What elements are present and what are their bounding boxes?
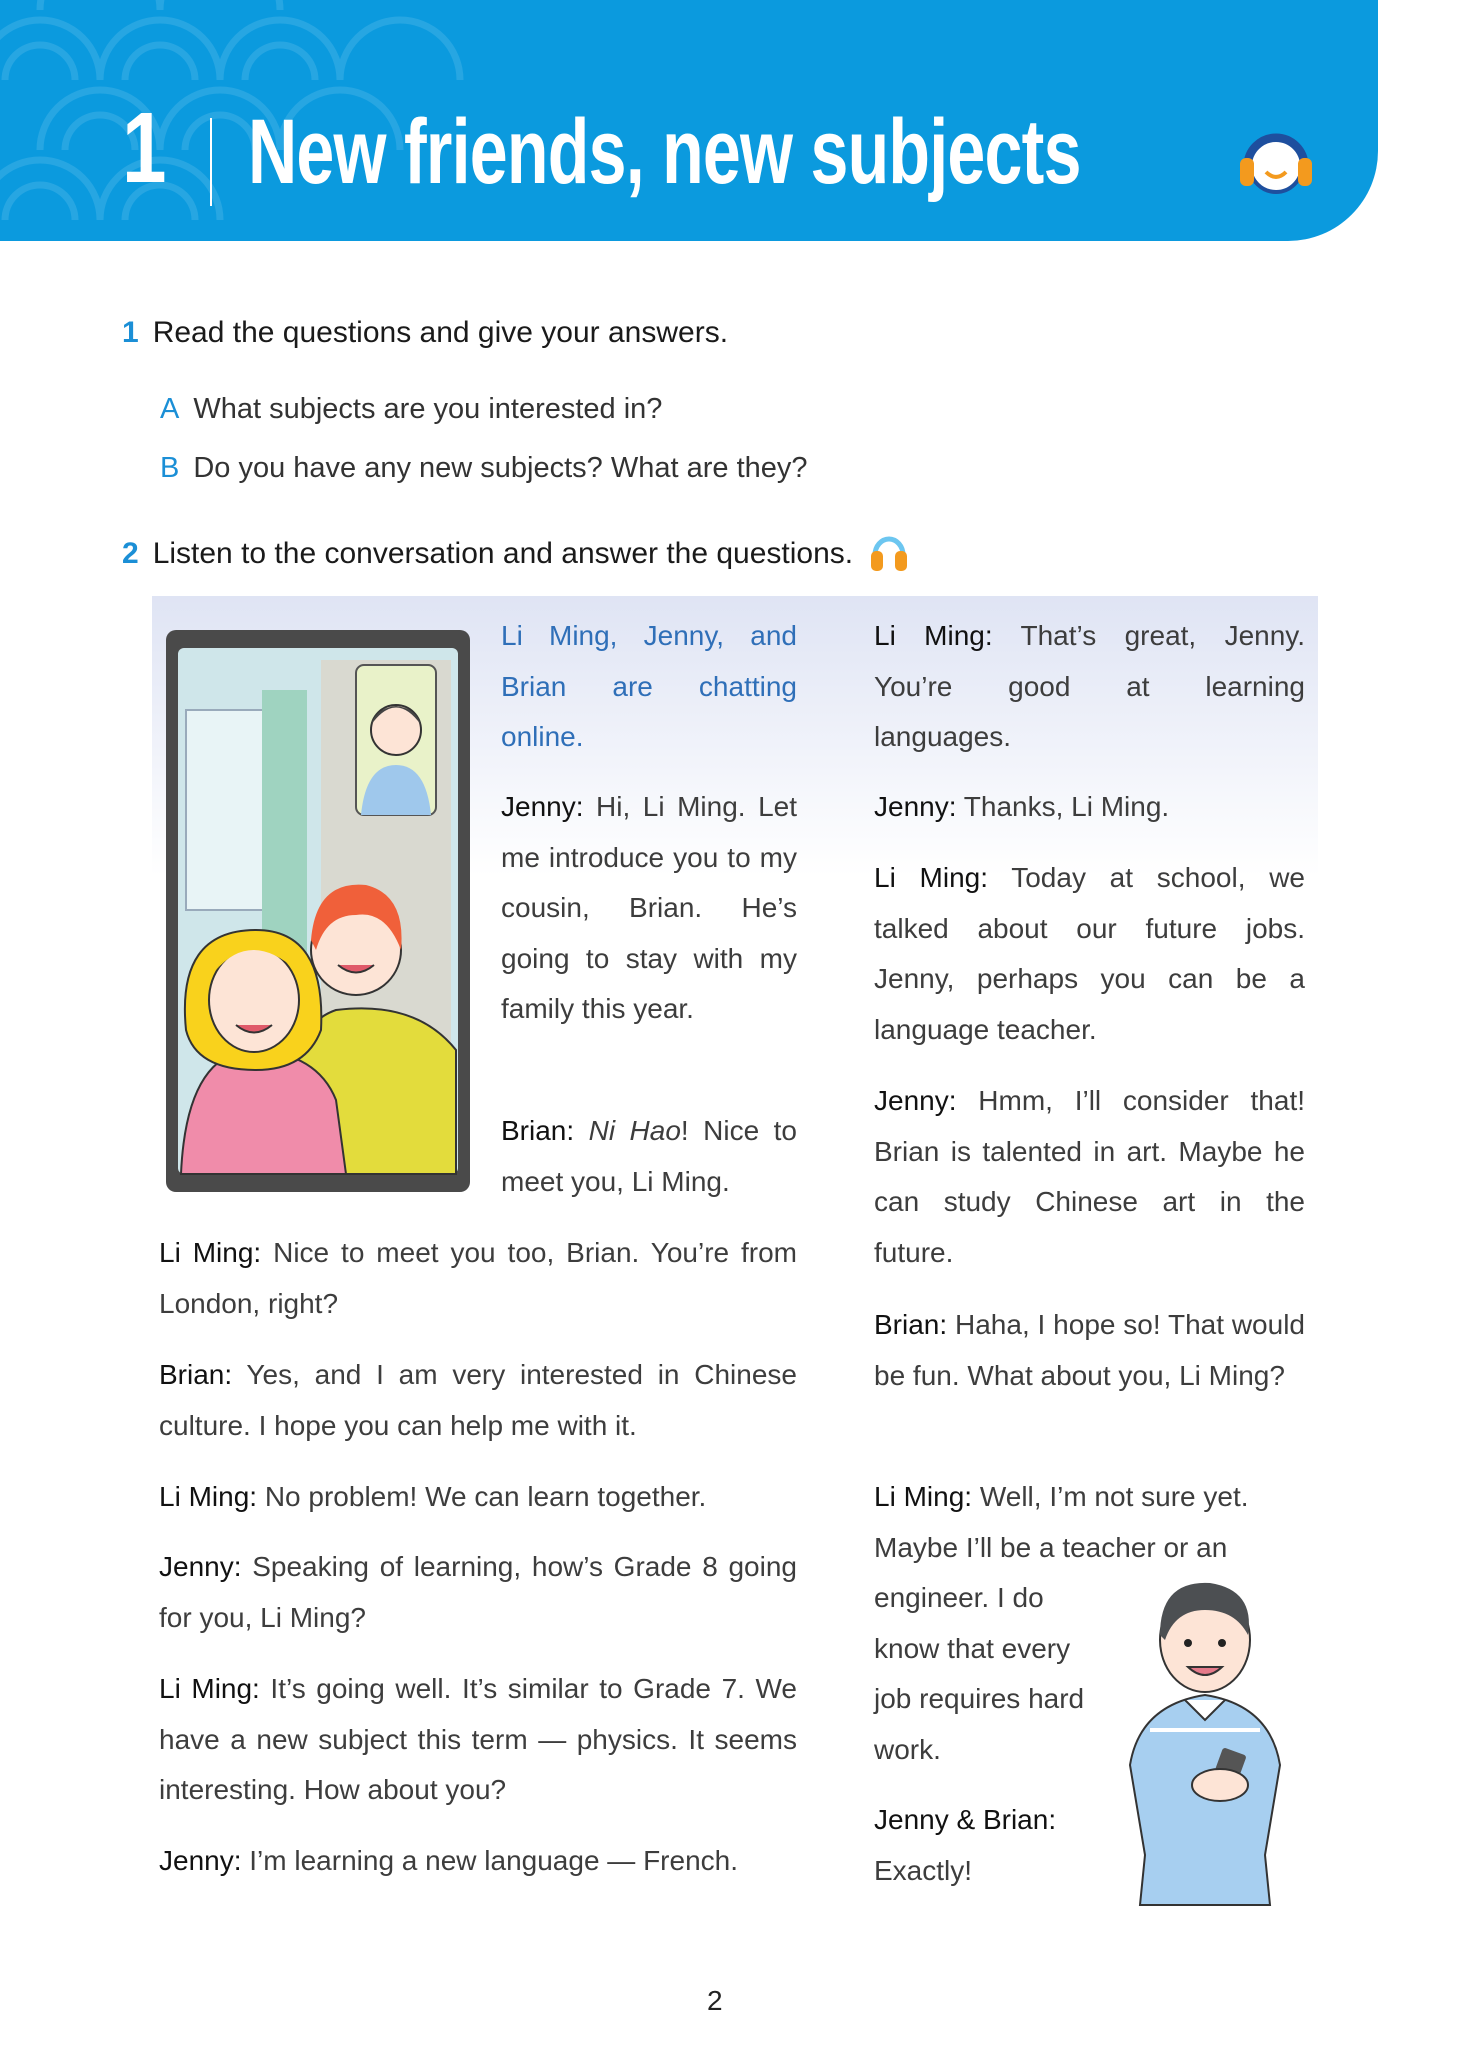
dialogue-line bbox=[874, 853, 1305, 1055]
question-text: What subjects are you interested in? bbox=[193, 393, 663, 425]
page-number: 2 bbox=[707, 1985, 723, 2016]
dialogue-line bbox=[874, 611, 1305, 763]
line-text: No problem! We can learn together. bbox=[264, 1481, 707, 1512]
line-text: Yes, and I am very interested in Chinese culture. I hope you can help me with it. bbox=[159, 1359, 797, 1441]
speaker-name: Brian: bbox=[501, 1115, 575, 1146]
speaker-name: Li Ming: bbox=[874, 862, 988, 893]
question-a bbox=[160, 393, 662, 426]
line-text: ! Nice to meet you, Li Ming. bbox=[501, 1115, 798, 1197]
question-text: Do you have any new subjects? What are they? bbox=[193, 452, 808, 484]
dialogue-line bbox=[159, 1472, 797, 1523]
line-text: Haha, I hope so! That would be fun. What about you, Li Ming? bbox=[874, 1309, 1305, 1391]
dialogue-line bbox=[874, 1795, 1104, 1896]
speaker-name: Jenny: bbox=[874, 1085, 957, 1116]
dialogue-line bbox=[874, 1300, 1305, 1401]
speaker-name: Brian: bbox=[874, 1309, 948, 1340]
line-text: Thanks, Li Ming. bbox=[963, 791, 1170, 822]
speaker-name: Li Ming: bbox=[159, 1673, 260, 1704]
section-instruction: Listen to the conversation and answer the questions. bbox=[152, 537, 854, 570]
dialogue-line bbox=[159, 1836, 797, 1887]
headphones-icon[interactable] bbox=[869, 527, 909, 573]
line-text: That’s great, Jenny. You’re good at learning languages. bbox=[874, 620, 1305, 752]
section-2-heading bbox=[122, 527, 909, 573]
scene-intro: Li Ming, Jenny, and Brian are chatting online. bbox=[501, 620, 797, 752]
speaker-name: Jenny: bbox=[159, 1845, 242, 1876]
dialogue-line bbox=[159, 1350, 797, 1451]
dialogue-line bbox=[874, 782, 1305, 833]
dialogue-line bbox=[501, 782, 797, 1035]
section-number: 1 bbox=[122, 316, 139, 349]
question-letter: B bbox=[160, 452, 180, 484]
line-text: It’s going well. It’s similar to Grade 7. We have a new subject this term — physics. It seems interesting. How about you? bbox=[159, 1673, 797, 1805]
dialogue-line bbox=[874, 1076, 1305, 1278]
headphones-smile-icon[interactable] bbox=[1238, 128, 1314, 198]
question-letter: A bbox=[160, 393, 180, 425]
speaker-name: Li Ming: bbox=[874, 1481, 973, 1512]
dialogue-line bbox=[501, 1106, 797, 1207]
unit-title: New friends, new subjects bbox=[248, 101, 1081, 203]
speaker-name: Li Ming: bbox=[159, 1481, 258, 1512]
question-b bbox=[160, 452, 808, 485]
line-text: Well, I’m not sure yet. Maybe I’ll be a teacher or an engineer. I do know that every job requires hard work. bbox=[874, 1481, 1249, 1765]
section-number: 2 bbox=[122, 537, 139, 570]
li-ming-illustration bbox=[1120, 1575, 1290, 1910]
line-text: Today at school, we talked about our future jobs. Jenny, perhaps you can be a language teacher. bbox=[874, 862, 1306, 1045]
title-divider bbox=[210, 118, 212, 206]
speaker-name: Li Ming: bbox=[874, 620, 993, 651]
dialogue-line bbox=[159, 1228, 797, 1329]
line-text: Speaking of learning, how’s Grade 8 going for you, Li Ming? bbox=[159, 1551, 797, 1633]
dialogue-line bbox=[159, 1542, 797, 1643]
line-text: Hmm, I’ll consider that! Brian is talented in art. Maybe he can study Chinese art in the future. bbox=[874, 1085, 1306, 1268]
dialogue-line bbox=[159, 1664, 797, 1816]
line-text-italic: Ni Hao bbox=[588, 1115, 681, 1146]
speaker-name: Jenny: bbox=[501, 791, 584, 822]
line-text: I’m learning a new language — French. bbox=[249, 1845, 738, 1876]
line-text: Nice to meet you too, Brian. You’re from London, right? bbox=[159, 1237, 798, 1319]
line-text: Exactly! bbox=[874, 1854, 973, 1886]
section-instruction: Read the questions and give your answers. bbox=[152, 316, 729, 349]
speaker-name: Li Ming: bbox=[159, 1237, 262, 1268]
speaker-name: Jenny & Brian: bbox=[874, 1804, 1057, 1835]
speaker-name: Jenny: bbox=[159, 1551, 242, 1582]
line-text: Hi, Li Ming. Let me introduce you to my cousin, Brian. He’s going to stay with my family this year. bbox=[501, 791, 798, 1024]
speaker-name: Brian: bbox=[159, 1359, 233, 1390]
section-1-heading bbox=[122, 316, 728, 350]
unit-header-banner bbox=[0, 0, 1378, 241]
video-chat-illustration bbox=[166, 630, 470, 1192]
speaker-name: Jenny: bbox=[874, 791, 957, 822]
unit-number: 1 bbox=[122, 92, 167, 204]
